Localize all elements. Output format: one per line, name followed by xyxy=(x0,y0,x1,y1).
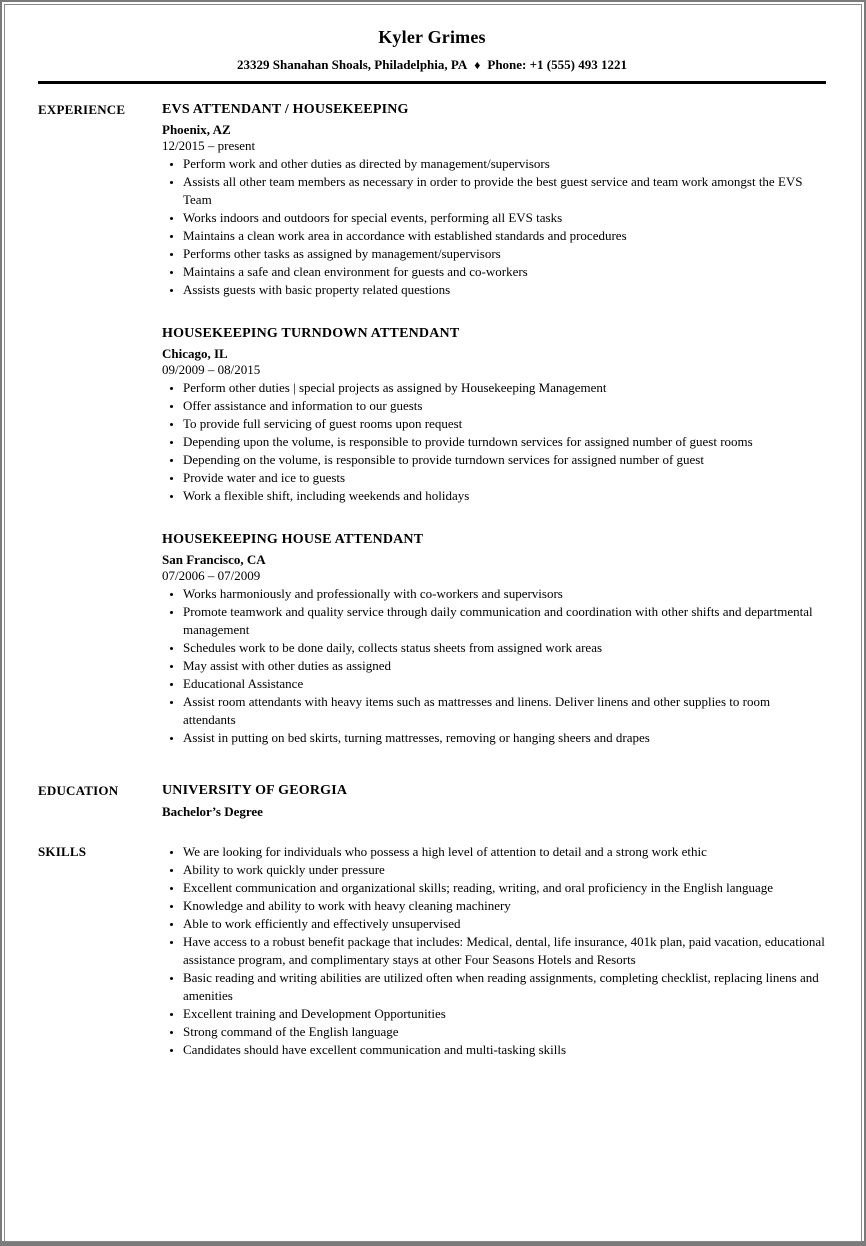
job-bullet-list xyxy=(162,155,826,299)
job-bullet: • Works indoors and outdoors for special events, performing all EVS tasks xyxy=(183,209,826,227)
job-entry-3 xyxy=(162,530,826,747)
skill-bullet: • Candidates should have excellent communication and multi-tasking skills xyxy=(183,1041,826,1059)
skill-bullet: • Excellent communication and organizational skills; reading, writing, and oral proficiency in the English language xyxy=(183,879,826,897)
job-bullet: • Offer assistance and information to our guests xyxy=(183,397,826,415)
job-title: HOUSEKEEPING HOUSE ATTENDANT xyxy=(162,532,424,547)
job-bullet: • Maintains a safe and clean environment for guests and co-workers xyxy=(183,263,826,281)
job-bullet: • Depending on the volume, is responsible to provide turndown services for assigned number of guest xyxy=(183,451,826,469)
experience-section xyxy=(38,100,826,747)
job-bullet-list xyxy=(162,379,826,505)
skill-bullet: • We are looking for individuals who possess a high level of attention to detail and a strong work ethic xyxy=(183,843,826,861)
job-bullet: • Assist room attendants with heavy items such as mattresses and linens. Deliver linens and other supplies to room attendants xyxy=(183,693,826,729)
job-dates: 07/2006 – 07/2009 xyxy=(162,568,261,583)
job-bullet: • Assists all other team members as necessary in order to provide the best guest service and team work amongst the EVS Team xyxy=(183,173,826,209)
job-bullet: • Schedules work to be done daily, collects status sheets from assigned work areas xyxy=(183,639,826,657)
skills-section xyxy=(38,842,826,1059)
job-bullet: • Perform work and other duties as directed by management/supervisors xyxy=(183,155,826,173)
job-entry-1 xyxy=(162,100,826,299)
job-bullet: • May assist with other duties as assigned xyxy=(183,657,826,675)
job-entry-2 xyxy=(162,324,826,505)
job-bullet-list xyxy=(162,585,826,747)
skills-bullet-list xyxy=(162,843,826,1059)
job-location: San Francisco, CA xyxy=(162,552,266,567)
job-dates: 12/2015 – present xyxy=(162,138,256,153)
skill-bullet: • Have access to a robust benefit package that includes: Medical, dental, life insurance, 401k plan, paid vacation, educational assistance program, and complimentary stays at other Four Seasons Hotels and Resorts xyxy=(183,933,826,969)
job-bullet: • Promote teamwork and quality service through daily communication and coordination with other shifts and departmental management xyxy=(183,603,826,639)
contact-address: 23329 Shanahan Shoals, Philadelphia, PA xyxy=(237,57,468,72)
degree-name: Bachelor’s Degree xyxy=(162,804,263,819)
skill-bullet: • Strong command of the English language xyxy=(183,1023,826,1041)
school-name: UNIVERSITY OF GEORGIA xyxy=(162,783,348,798)
job-bullet: • Depending upon the volume, is responsible to provide turndown services for assigned number of guest rooms xyxy=(183,433,826,451)
job-bullet: • Assist in putting on bed skirts, turning mattresses, removing or hanging sheers and drapes xyxy=(183,729,826,747)
job-dates: 09/2009 – 08/2015 xyxy=(162,362,261,377)
job-bullet: • Works harmoniously and professionally with co-workers and supervisors xyxy=(183,585,826,603)
skill-bullet: • Ability to work quickly under pressure xyxy=(183,861,826,879)
job-bullet: • Educational Assistance xyxy=(183,675,826,693)
job-bullet: • Provide water and ice to guests xyxy=(183,469,826,487)
person-name: Kyler Grimes xyxy=(378,27,486,47)
skill-bullet: • Basic reading and writing abilities are utilized often when reading assignments, completing checklist, replacing linens and amenities xyxy=(183,969,826,1005)
job-location: Chicago, IL xyxy=(162,346,228,361)
contact-line xyxy=(38,57,826,73)
skill-bullet: • Knowledge and ability to work with heavy cleaning machinery xyxy=(183,897,826,915)
skills-section-label: SKILLS xyxy=(38,844,87,859)
job-bullet: • Work a flexible shift, including weekends and holidays xyxy=(183,487,826,505)
job-location: Phoenix, AZ xyxy=(162,122,231,137)
job-title: EVS ATTENDANT / HOUSEKEEPING xyxy=(162,102,409,117)
diamond-separator-icon: ♦ xyxy=(474,58,481,72)
experience-section-body xyxy=(162,100,826,747)
education-section-label: EDUCATION xyxy=(38,783,119,798)
job-title: HOUSEKEEPING TURNDOWN ATTENDANT xyxy=(162,326,460,341)
education-section xyxy=(38,781,826,820)
job-bullet: • Performs other tasks as assigned by management/supervisors xyxy=(183,245,826,263)
skill-bullet: • Excellent training and Development Opportunities xyxy=(183,1005,826,1023)
contact-phone: Phone: +1 (555) 493 1221 xyxy=(487,57,627,72)
job-bullet: • To provide full servicing of guest rooms upon request xyxy=(183,415,826,433)
education-section-body xyxy=(162,781,826,820)
job-bullet: • Assists guests with basic property related questions xyxy=(183,281,826,299)
header-divider xyxy=(38,81,826,84)
experience-section-label: EXPERIENCE xyxy=(38,102,126,117)
skills-section-body xyxy=(162,842,826,1059)
job-bullet: • Maintains a clean work area in accordance with established standards and procedures xyxy=(183,227,826,245)
skill-bullet: • Able to work efficiently and effectively unsupervised xyxy=(183,915,826,933)
job-bullet: • Perform other duties | special projects as assigned by Housekeeping Management xyxy=(183,379,826,397)
